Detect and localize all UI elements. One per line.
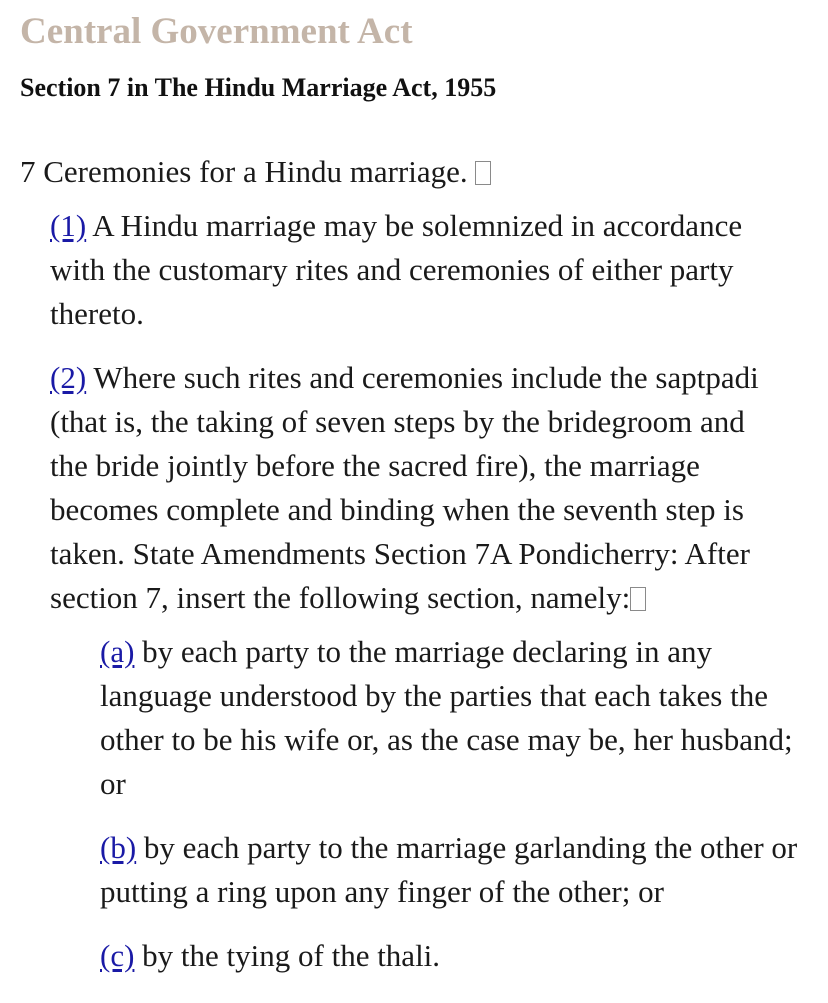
subclause-a-text: by each party to the marriage declaring in any language understood by the parties that each takes the other to be his wife or, as the case may be, her husband; or [100,634,793,801]
section-heading [20,152,491,192]
subclause-c-text: by the tying of the thali. [142,938,441,973]
subclause-b-link[interactable]: (b) [100,830,137,865]
subclause-c-link[interactable]: (c) [100,938,135,973]
clause-2-text: Where such rites and ceremonies include the saptpadi (that is, the taking of seven steps by the bridegroom and the bride jointly before the sacred fire), the marriage becomes complete and binding when the seventh step is taken. State Amendments Section 7A Pondicherry: After section 7, insert the following section, namely: [50,360,759,615]
missing-glyph-box-icon [630,587,646,611]
clause-2-link[interactable]: (2) [50,360,87,395]
subclause-b [100,826,800,914]
clause-1 [50,204,790,336]
section-heading-text: 7 Ceremonies for a Hindu marriage. [20,154,468,189]
subclause-a [100,630,800,806]
subclause-c [100,934,800,978]
subclause-b-text: by each party to the marriage garlanding the other or putting a ring upon any finger of the other; or [100,830,798,909]
clause-2 [50,356,790,620]
subclause-a-link[interactable]: (a) [100,634,135,669]
missing-glyph-box-icon [475,161,491,185]
document-title: Section 7 in The Hindu Marriage Act, 1955 [20,73,497,102]
clause-1-text: A Hindu marriage may be solemnized in accordance with the customary rites and ceremonies of either party thereto. [50,208,743,331]
clause-1-link[interactable]: (1) [50,208,87,243]
document-type-label: Central Government Act [20,11,413,52]
